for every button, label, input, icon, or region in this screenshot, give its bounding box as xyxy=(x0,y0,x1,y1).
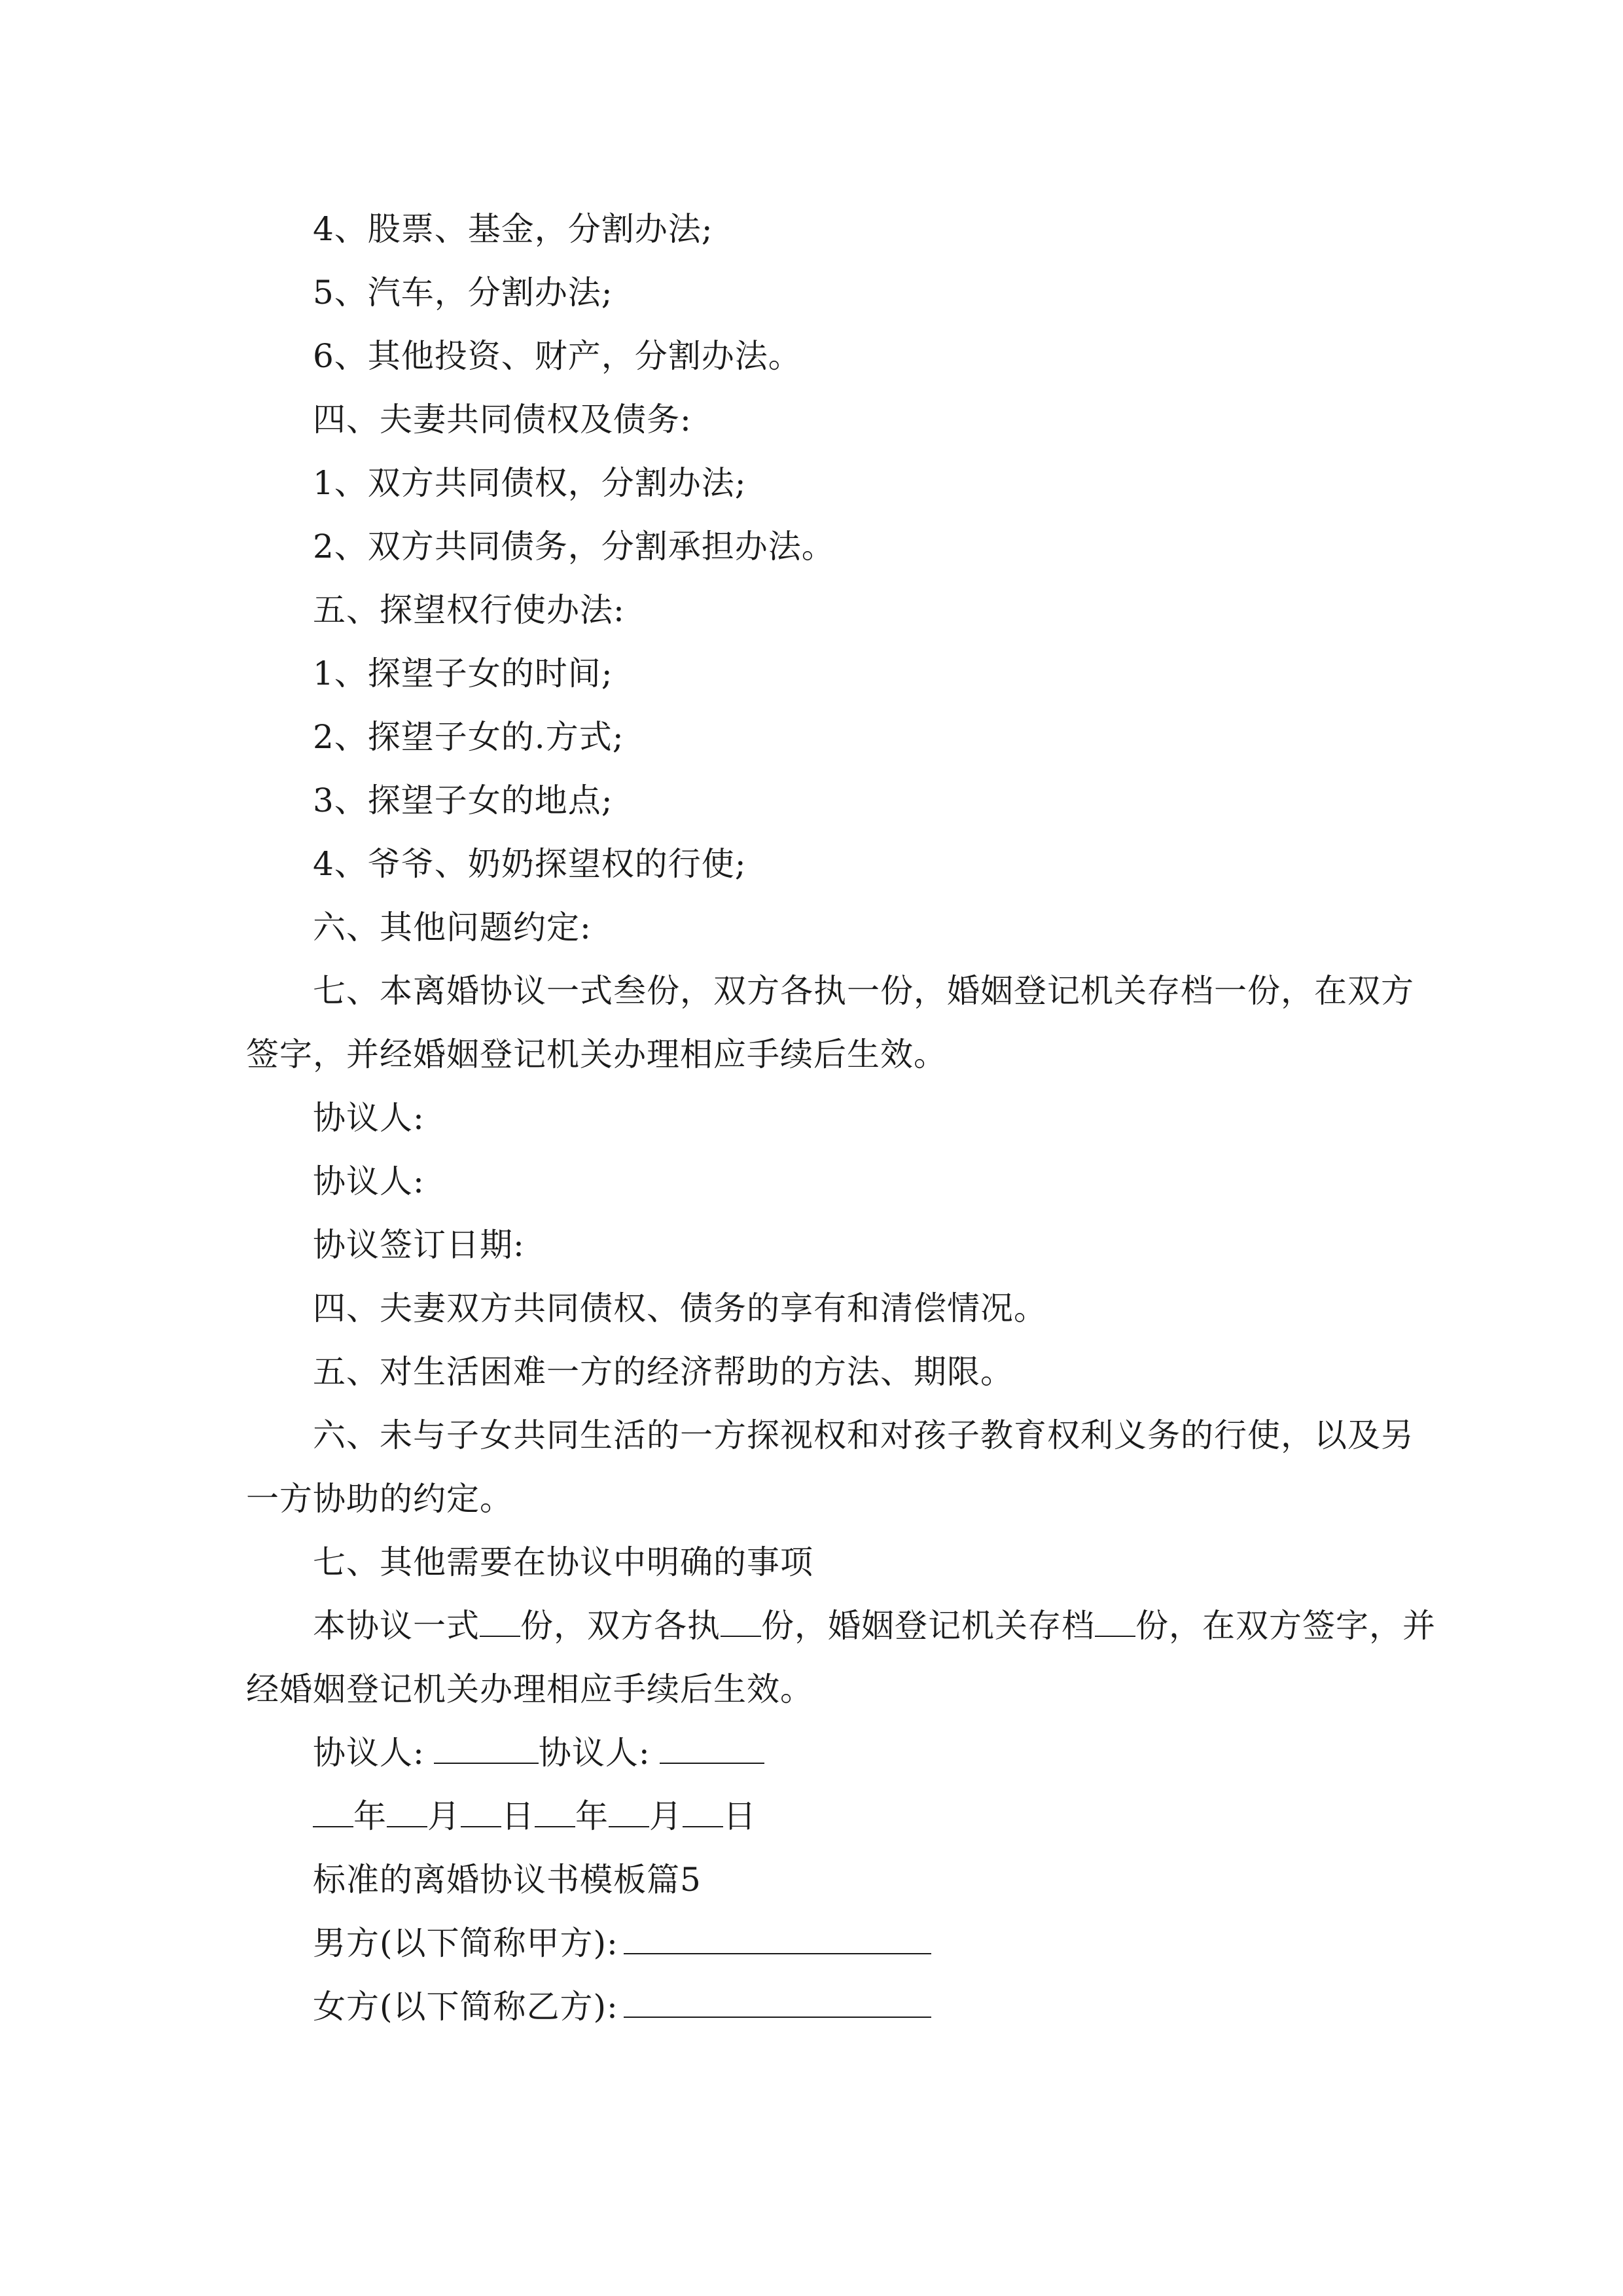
blank-field xyxy=(1095,1609,1135,1637)
signature-blank xyxy=(660,1736,764,1764)
clause-line: 1、探望子女的时间; xyxy=(313,655,613,692)
blank-field xyxy=(721,1609,761,1637)
date-line xyxy=(313,1797,757,1836)
date-year: 年 xyxy=(353,1797,387,1835)
party-female-label: 女方(以下简称乙方): xyxy=(313,1988,618,2026)
section-title: 标准的离婚协议书模板篇5 xyxy=(313,1861,702,1899)
paragraph-line: 一方协助的约定。 xyxy=(246,1480,513,1518)
date-day: 日 xyxy=(723,1797,757,1835)
paragraph-line: 经婚姻登记机关办理相应手续后生效。 xyxy=(246,1670,813,1708)
blank-field xyxy=(313,1800,353,1827)
signatory-label: 协议人: xyxy=(313,1099,425,1137)
clause-line: 3、探望子女的地点; xyxy=(313,781,613,819)
copies-text: 份，婚姻登记机关存档 xyxy=(761,1607,1095,1645)
section-heading: 六、其他问题约定: xyxy=(313,908,592,946)
paragraph-line: 七、本离婚协议一式叁份，双方各执一份，婚姻登记机关存档一份，在双方 xyxy=(313,972,1414,1010)
signature-line xyxy=(313,1733,764,1772)
copies-text: 份，在双方签字，并 xyxy=(1135,1607,1436,1645)
blank-field xyxy=(387,1800,427,1827)
party-male-label: 男方(以下简称甲方): xyxy=(313,1924,618,1962)
clause-line: 6、其他投资、财产，分割办法。 xyxy=(313,337,802,375)
paragraph-line: 签字，并经婚姻登记机关办理相应手续后生效。 xyxy=(246,1035,947,1073)
signature-blank xyxy=(434,1736,539,1764)
clause-line: 2、探望子女的.方式; xyxy=(313,718,624,756)
blank-field xyxy=(461,1800,501,1827)
blank-field xyxy=(480,1609,520,1637)
clause-line: 五、对生活困难一方的经济帮助的方法、期限。 xyxy=(313,1353,1014,1391)
date-month: 月 xyxy=(649,1797,683,1835)
party-male-line xyxy=(313,1924,931,1963)
signatory-label: 协议人: xyxy=(538,1734,651,1772)
section-heading: 五、探望权行使办法: xyxy=(313,591,625,629)
paragraph-line: 六、未与子女共同生活的一方探视权和对孩子教育权利义务的行使，以及另 xyxy=(313,1416,1414,1454)
date-day: 日 xyxy=(501,1797,535,1835)
copies-clause xyxy=(313,1606,1436,1645)
copies-text: 份，双方各执 xyxy=(520,1607,721,1645)
copies-text: 本协议一式 xyxy=(313,1607,480,1645)
signatory-label: 协议人: xyxy=(313,1162,425,1200)
signatory-label: 协议人: xyxy=(313,1734,425,1772)
clause-line: 5、汽车，分割办法; xyxy=(313,274,613,312)
date-month: 月 xyxy=(427,1797,461,1835)
blank-field xyxy=(683,1800,723,1827)
party-female-line xyxy=(313,1987,931,2026)
clause-line: 七、其他需要在协议中明确的事项 xyxy=(313,1543,813,1581)
date-year: 年 xyxy=(575,1797,609,1835)
party-name-blank xyxy=(624,1927,931,1954)
clause-line: 4、股票、基金，分割办法; xyxy=(313,210,713,248)
clause-line: 1、双方共同债权，分割办法; xyxy=(313,464,747,502)
clause-line: 四、夫妻双方共同债权、债务的享有和清偿情况。 xyxy=(313,1289,1047,1327)
section-heading: 四、夫妻共同债权及债务: xyxy=(313,401,692,439)
party-name-blank xyxy=(624,1990,931,2018)
blank-field xyxy=(535,1800,575,1827)
clause-line: 2、双方共同债务，分割承担办法。 xyxy=(313,528,835,565)
signing-date-label: 协议签订日期: xyxy=(313,1226,525,1264)
blank-field xyxy=(609,1800,649,1827)
clause-line: 4、爷爷、奶奶探望权的行使; xyxy=(313,845,747,883)
